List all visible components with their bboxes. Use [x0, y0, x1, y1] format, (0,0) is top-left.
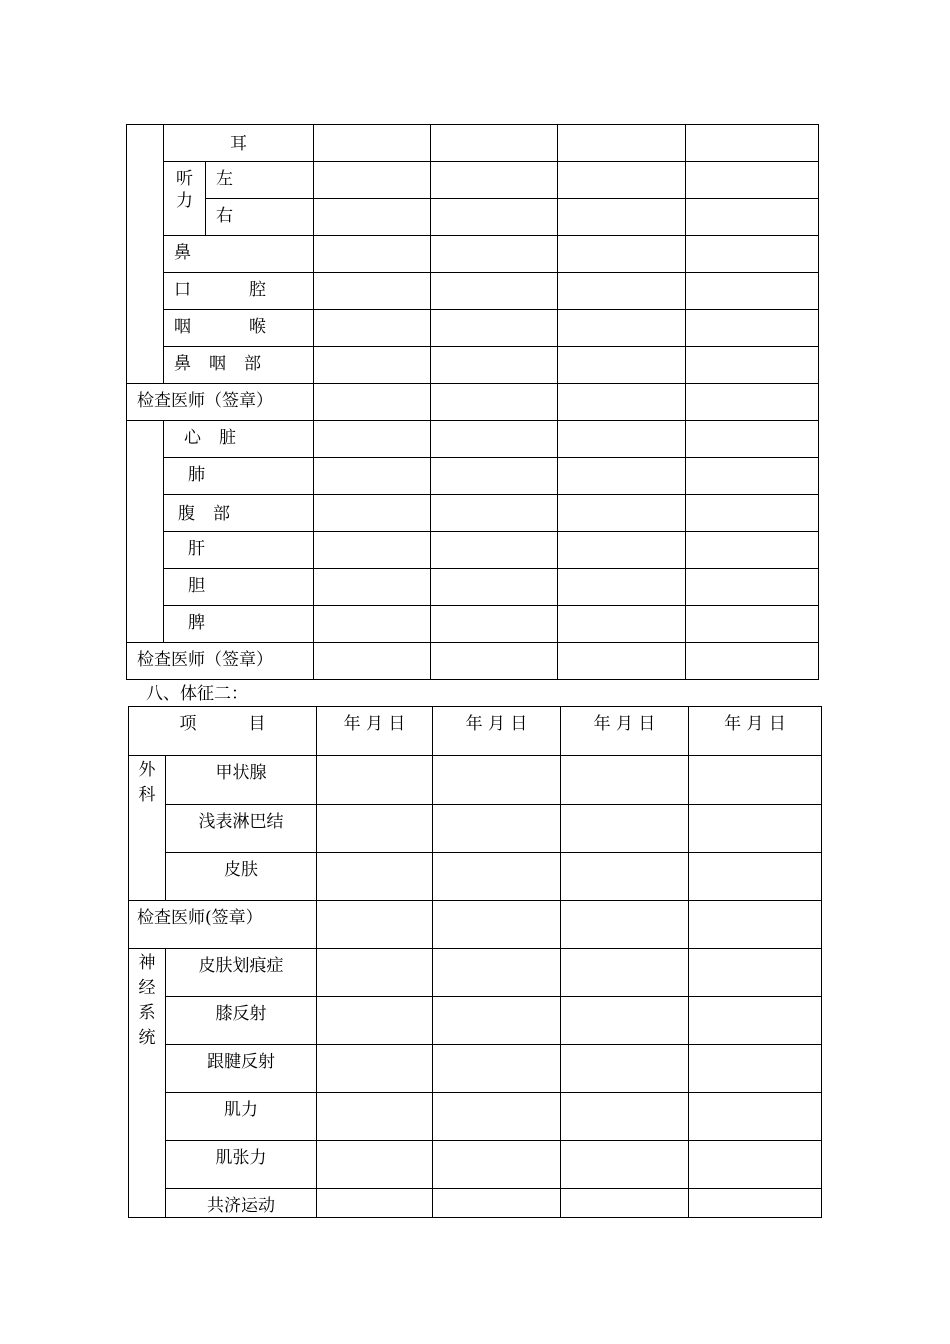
gallbladder-cell-2[interactable]: [431, 569, 558, 606]
ear-cell-1[interactable]: [314, 125, 431, 162]
surgery-label: 外科: [129, 756, 166, 901]
hearing-left-label: 左: [206, 162, 314, 199]
thyroid-cell-3[interactable]: [561, 756, 689, 805]
signature3-cell-1[interactable]: [317, 901, 433, 949]
spleen-cell-2[interactable]: [431, 606, 558, 643]
hearing-right-cell-1[interactable]: [314, 199, 431, 236]
throat-cell-4[interactable]: [686, 310, 819, 347]
dermographism-cell-3[interactable]: [561, 949, 689, 997]
skin-cell-2[interactable]: [433, 853, 561, 901]
achilles-reflex-cell-1[interactable]: [317, 1045, 433, 1093]
abdomen-cell-1[interactable]: [314, 495, 431, 532]
coordination-cell-3[interactable]: [561, 1189, 689, 1218]
hearing-left-cell-2[interactable]: [431, 162, 558, 199]
ear-cell-4[interactable]: [686, 125, 819, 162]
lung-cell-3[interactable]: [558, 458, 686, 495]
nasopharynx-char-2: 咽: [209, 354, 226, 374]
gallbladder-cell-1[interactable]: [314, 569, 431, 606]
date-header-3: 年 月 日: [561, 707, 689, 756]
muscle-tone-cell-3[interactable]: [561, 1141, 689, 1189]
ear-cell-3[interactable]: [558, 125, 686, 162]
achilles-reflex-cell-3[interactable]: [561, 1045, 689, 1093]
nervous-system-label: 神经系统: [129, 949, 166, 1218]
signature-cell-1[interactable]: [314, 384, 431, 421]
signature-cell-3[interactable]: [558, 384, 686, 421]
muscle-strength-cell-3[interactable]: [561, 1093, 689, 1141]
ent-group-cell: [127, 125, 164, 384]
gallbladder-label: 胆: [164, 569, 314, 606]
signature3-cell-2[interactable]: [433, 901, 561, 949]
signature-cell-4[interactable]: [686, 384, 819, 421]
signature-label-2: 检查医师（签章）: [127, 643, 314, 680]
mouth-cell-3[interactable]: [558, 273, 686, 310]
date-header-1: 年 月 日: [317, 707, 433, 756]
lung-label: 肺: [164, 458, 314, 495]
mouth-cell-4[interactable]: [686, 273, 819, 310]
hearing-left-cell-1[interactable]: [314, 162, 431, 199]
dermographism-cell-2[interactable]: [433, 949, 561, 997]
item-header-char-2: 目: [248, 714, 266, 734]
exam-table-1: [126, 124, 819, 680]
throat-char-1: 咽: [174, 317, 191, 337]
skin-cell-4[interactable]: [689, 853, 822, 901]
heart-cell-1[interactable]: [314, 421, 431, 458]
nose-cell-2[interactable]: [431, 236, 558, 273]
lymph-cell-2[interactable]: [433, 805, 561, 853]
abdomen-char-2: 部: [213, 504, 230, 524]
nasopharynx-char-1: 鼻: [174, 354, 191, 374]
item-header: [129, 707, 317, 756]
muscle-tone-cell-1[interactable]: [317, 1141, 433, 1189]
heart-cell-4[interactable]: [686, 421, 819, 458]
dermographism-label: 皮肤划痕症: [166, 949, 317, 997]
hearing-left-cell-4[interactable]: [686, 162, 819, 199]
dermographism-cell-1[interactable]: [317, 949, 433, 997]
muscle-tone-cell-2[interactable]: [433, 1141, 561, 1189]
heart-char-2: 脏: [219, 428, 236, 448]
spleen-cell-1[interactable]: [314, 606, 431, 643]
thyroid-cell-2[interactable]: [433, 756, 561, 805]
knee-reflex-cell-3[interactable]: [561, 997, 689, 1045]
liver-cell-3[interactable]: [558, 532, 686, 569]
mouth-cell-2[interactable]: [431, 273, 558, 310]
abdomen-cell-3[interactable]: [558, 495, 686, 532]
mouth-label: [164, 273, 314, 310]
ear-cell-2[interactable]: [431, 125, 558, 162]
signature3-cell-3[interactable]: [561, 901, 689, 949]
date-header-2: 年 月 日: [433, 707, 561, 756]
liver-cell-1[interactable]: [314, 532, 431, 569]
hearing-right-cell-3[interactable]: [558, 199, 686, 236]
achilles-reflex-label: 跟腱反射: [166, 1045, 317, 1093]
signature3-cell-4[interactable]: [689, 901, 822, 949]
signature2-cell-1[interactable]: [314, 643, 431, 680]
liver-cell-4[interactable]: [686, 532, 819, 569]
exam-table-2: [128, 706, 822, 1218]
lung-cell-1[interactable]: [314, 458, 431, 495]
coordination-label: 共济运动: [166, 1189, 317, 1218]
coordination-cell-1[interactable]: [317, 1189, 433, 1218]
mouth-cell-1[interactable]: [314, 273, 431, 310]
lymph-cell-3[interactable]: [561, 805, 689, 853]
nasopharynx-cell-3[interactable]: [558, 347, 686, 384]
abdomen-cell-4[interactable]: [686, 495, 819, 532]
spleen-cell-3[interactable]: [558, 606, 686, 643]
throat-cell-3[interactable]: [558, 310, 686, 347]
spleen-label: 脾: [164, 606, 314, 643]
coordination-cell-4[interactable]: [689, 1189, 822, 1218]
heart-cell-3[interactable]: [558, 421, 686, 458]
lymph-cell-4[interactable]: [689, 805, 822, 853]
dermographism-cell-4[interactable]: [689, 949, 822, 997]
knee-reflex-cell-2[interactable]: [433, 997, 561, 1045]
throat-char-2: 喉: [249, 317, 266, 337]
coordination-cell-2[interactable]: [433, 1189, 561, 1218]
lymph-label: 浅表淋巴结: [166, 805, 317, 853]
date-header-4: 年 月 日: [689, 707, 822, 756]
signature2-cell-4[interactable]: [686, 643, 819, 680]
nose-cell-4[interactable]: [686, 236, 819, 273]
liver-cell-2[interactable]: [431, 532, 558, 569]
hearing-left-cell-3[interactable]: [558, 162, 686, 199]
lung-cell-4[interactable]: [686, 458, 819, 495]
gallbladder-cell-4[interactable]: [686, 569, 819, 606]
item-header-char-1: 项: [179, 714, 197, 734]
signature-cell-2[interactable]: [431, 384, 558, 421]
throat-cell-1[interactable]: [314, 310, 431, 347]
nasopharynx-cell-1[interactable]: [314, 347, 431, 384]
skin-label: 皮肤: [166, 853, 317, 901]
nose-cell-1[interactable]: [314, 236, 431, 273]
lymph-cell-1[interactable]: [317, 805, 433, 853]
muscle-tone-cell-4[interactable]: [689, 1141, 822, 1189]
section-title: 八、体征二：: [146, 684, 248, 704]
muscle-strength-cell-1[interactable]: [317, 1093, 433, 1141]
knee-reflex-cell-4[interactable]: [689, 997, 822, 1045]
nasopharynx-cell-2[interactable]: [431, 347, 558, 384]
hearing-label: 听力: [164, 162, 206, 236]
gallbladder-cell-3[interactable]: [558, 569, 686, 606]
nasopharynx-label: [164, 347, 314, 384]
hearing-right-label: 右: [206, 199, 314, 236]
muscle-strength-label: 肌力: [166, 1093, 317, 1141]
achilles-reflex-cell-2[interactable]: [433, 1045, 561, 1093]
mouth-char-2: 腔: [249, 280, 266, 300]
abdomen-label: [164, 495, 314, 532]
lung-cell-2[interactable]: [431, 458, 558, 495]
knee-reflex-cell-1[interactable]: [317, 997, 433, 1045]
signature2-cell-3[interactable]: [558, 643, 686, 680]
abdomen-char-1: 腹: [178, 504, 195, 524]
heart-label: [164, 421, 314, 458]
throat-cell-2[interactable]: [431, 310, 558, 347]
liver-label: 肝: [164, 532, 314, 569]
muscle-strength-cell-2[interactable]: [433, 1093, 561, 1141]
signature-label-3: 检查医师(签章）: [129, 901, 317, 949]
muscle-strength-cell-4[interactable]: [689, 1093, 822, 1141]
internal-group-cell: [127, 421, 164, 643]
nasopharynx-cell-4[interactable]: [686, 347, 819, 384]
signature-label: 检查医师（签章）: [127, 384, 314, 421]
hearing-right-cell-2[interactable]: [431, 199, 558, 236]
nasopharynx-char-3: 部: [244, 354, 261, 374]
knee-reflex-label: 膝反射: [166, 997, 317, 1045]
muscle-tone-label: 肌张力: [166, 1141, 317, 1189]
heart-cell-2[interactable]: [431, 421, 558, 458]
thyroid-cell-1[interactable]: [317, 756, 433, 805]
nose-label: 鼻: [164, 236, 314, 273]
mouth-char-1: 口: [174, 280, 191, 300]
throat-label: [164, 310, 314, 347]
achilles-reflex-cell-4[interactable]: [689, 1045, 822, 1093]
hearing-right-cell-4[interactable]: [686, 199, 819, 236]
thyroid-cell-4[interactable]: [689, 756, 822, 805]
thyroid-label: 甲状腺: [166, 756, 317, 805]
ear-label: 耳: [164, 125, 314, 162]
abdomen-cell-2[interactable]: [431, 495, 558, 532]
spleen-cell-4[interactable]: [686, 606, 819, 643]
signature2-cell-2[interactable]: [431, 643, 558, 680]
heart-char-1: 心: [184, 428, 201, 448]
skin-cell-3[interactable]: [561, 853, 689, 901]
skin-cell-1[interactable]: [317, 853, 433, 901]
nose-cell-3[interactable]: [558, 236, 686, 273]
